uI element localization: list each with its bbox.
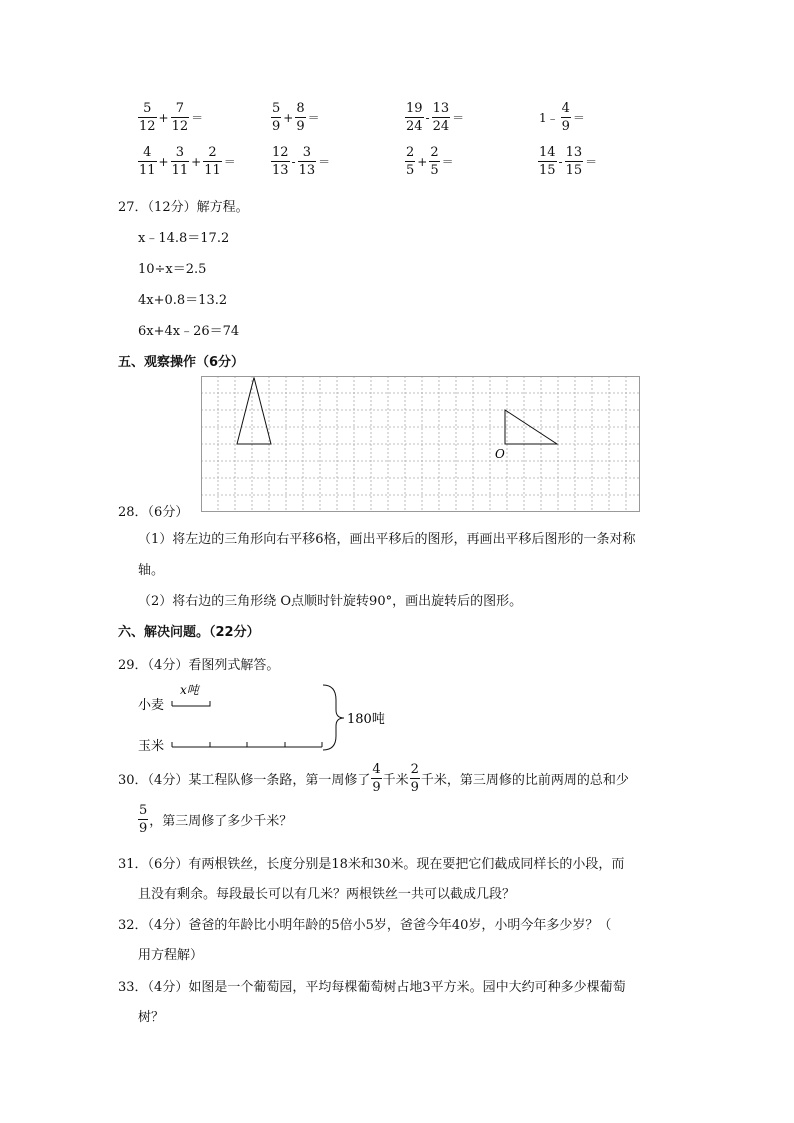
denominator: 24 (432, 119, 450, 134)
equals-sign: ＝ (452, 111, 465, 125)
fraction (298, 146, 317, 177)
denominator: 5 (406, 163, 415, 178)
q32-line1: 32．（4分）爸爸的年龄比小明年龄的5倍小5岁，爸爸今年40岁，小明今年多少岁？（ (118, 918, 612, 933)
q30-text-1: 30．（4分）某工程队修一条路，第一周修了 (118, 773, 371, 788)
fraction (405, 102, 424, 133)
numerator: 13 (565, 145, 583, 160)
denominator: 9 (296, 119, 305, 134)
denominator: 5 (430, 163, 439, 178)
q30-frac-3: $\frac{5}{9}$ (139, 803, 148, 836)
fraction-exercise (138, 102, 204, 133)
q30-text-3: 千米，第三周修的比前两周的总和少 (420, 773, 629, 788)
fraction-exercise (271, 102, 321, 133)
q28-line2: （2）将右边的三角形绕 O点顺时针旋转90°，画出旋转后的图形。 (138, 594, 523, 609)
equals-sign: ＝ (572, 111, 585, 125)
fraction (271, 102, 281, 133)
wheat-bar (172, 701, 210, 706)
numerator: 5 (272, 101, 281, 116)
q29-title: 29．（4分）看图列式解答。 (118, 658, 280, 673)
fraction (138, 102, 157, 133)
q30-frac-2: $\frac{2}{9}$ (410, 762, 419, 795)
fraction (429, 146, 439, 177)
q33-line2: 树？ (138, 1010, 165, 1025)
fraction (203, 146, 222, 177)
q27-eq-3: 4x+0.8＝13.2 (138, 293, 228, 308)
denominator: 15 (565, 163, 583, 178)
numerator: 13 (432, 101, 450, 116)
q29-diagram (130, 680, 390, 755)
q32-line2: 用方程解） (138, 948, 204, 963)
numerator: 3 (302, 145, 312, 160)
q33-line1: 33．（4分）如图是一个葡萄园，平均每棵葡萄树占地3平方米。园中大约可种多少棵葡萄 (118, 980, 626, 995)
numerator: 3 (175, 145, 185, 160)
q28-line1: （1）将左边的三角形向右平移6格，画出平移后的图形，再画出平移后图形的一条对称 (138, 532, 636, 547)
operator: + (283, 110, 294, 125)
corn-label: 玉米 (138, 739, 165, 754)
equals-sign: ＝ (585, 155, 598, 169)
exercise-lead: 1﹣ (539, 111, 559, 125)
operator: + (191, 154, 202, 169)
operator: + (158, 110, 169, 125)
q27-title: 27．（12分）解方程。 (118, 200, 249, 215)
numerator: 19 (406, 101, 423, 116)
denominator: 11 (139, 163, 156, 178)
equals-sign: ＝ (223, 155, 236, 169)
q27-eq-2: 10÷x＝2.5 (138, 262, 207, 277)
q28-line1b: 轴。 (138, 563, 165, 578)
numerator: 5 (143, 101, 152, 116)
numerator: 2 (406, 145, 415, 160)
denominator: 12 (139, 119, 156, 134)
total-label: 180吨 (347, 712, 385, 727)
q30-frac-1: $\frac{4}{9}$ (372, 762, 381, 795)
section5-heading: 五、观察操作（6分） (118, 355, 245, 370)
numerator: 12 (272, 145, 289, 160)
fraction (432, 102, 451, 133)
numerator: 14 (539, 145, 556, 160)
q27-eq-4: 6x+4x﹣26＝74 (138, 324, 240, 339)
fraction (561, 102, 571, 133)
fraction-exercise (538, 102, 586, 133)
fraction (171, 102, 190, 133)
wheat-x-label: x吨 (180, 683, 199, 697)
operator: + (158, 154, 169, 169)
numerator: 7 (175, 101, 185, 116)
fraction (565, 146, 584, 177)
denominator: 13 (272, 163, 289, 178)
fraction (171, 146, 190, 177)
fraction-exercise (271, 146, 331, 177)
operator: - (425, 110, 430, 125)
numerator: 2 (208, 145, 217, 160)
corn-bar (172, 742, 322, 747)
fraction-exercise (405, 146, 455, 177)
equals-sign: ＝ (191, 111, 204, 125)
denominator: 13 (298, 163, 316, 178)
wheat-label: 小麦 (138, 698, 165, 713)
section6-heading: 六、解决问题。（22分） (118, 625, 260, 640)
operator: - (558, 154, 563, 169)
numerator: 2 (430, 145, 439, 160)
q30-line1 (118, 763, 629, 794)
total-brace (323, 685, 344, 750)
q28-label: 28．（6分） (118, 505, 189, 520)
denominator: 9 (561, 119, 570, 134)
fraction (538, 146, 557, 177)
denominator: 15 (539, 163, 556, 178)
denominator: 24 (406, 119, 423, 134)
fraction-exercise (138, 146, 237, 177)
q31-line1: 31．（6分）有两根铁丝，长度分别是18米和30米。现在要把它们截成同样长的小段，而 (118, 857, 625, 872)
denominator: 12 (171, 119, 189, 134)
point-o-label: O (495, 447, 505, 461)
denominator: 11 (171, 163, 189, 178)
equals-sign: ＝ (318, 155, 331, 169)
q30-text-2: 千米 (382, 773, 409, 788)
q30-line2 (138, 804, 292, 835)
fraction-exercise (405, 102, 465, 133)
left-triangle (237, 378, 271, 445)
denominator: 11 (204, 163, 221, 178)
fraction (271, 146, 290, 177)
operator: - (291, 154, 296, 169)
fraction (138, 146, 157, 177)
numerator: 8 (296, 101, 305, 116)
q31-line2: 且没有剩余。每段最长可以有几米？两根铁丝一共可以截成几段？ (138, 887, 516, 902)
equals-sign: ＝ (307, 111, 320, 125)
fraction (295, 102, 305, 133)
numerator: 4 (143, 145, 152, 160)
denominator: 9 (272, 119, 281, 134)
numerator: 4 (561, 101, 570, 116)
fraction (405, 146, 415, 177)
grid-figure (201, 376, 641, 513)
q30-text-4: ，第三周修了多少千米？ (149, 814, 293, 829)
q27-eq-1: x﹣14.8＝17.2 (138, 231, 230, 246)
fraction-exercise (538, 146, 598, 177)
operator: + (417, 154, 428, 169)
equals-sign: ＝ (441, 155, 454, 169)
